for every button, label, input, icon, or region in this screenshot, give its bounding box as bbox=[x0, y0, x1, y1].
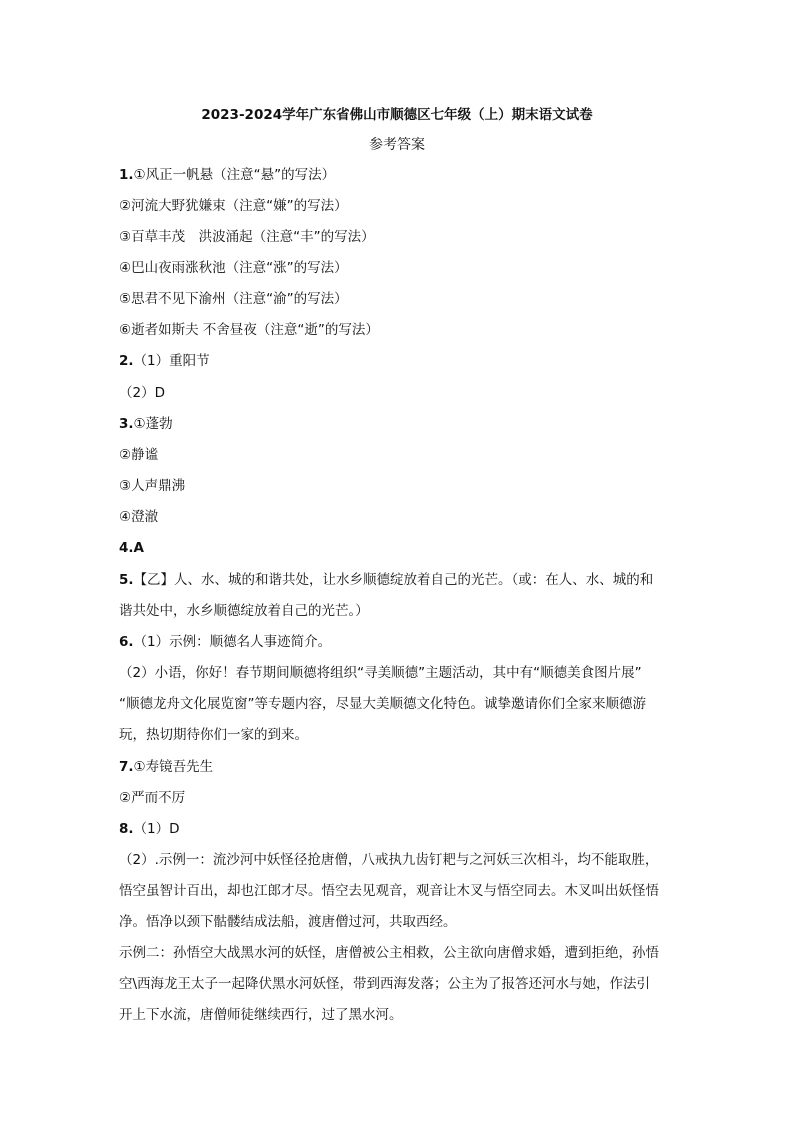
answer-6-line-1 bbox=[119, 633, 331, 651]
answer-3-line-1 bbox=[119, 415, 173, 433]
answer-8-line-1 bbox=[119, 820, 180, 838]
answer-3-line-4: ④澄澈 bbox=[119, 509, 159, 525]
answer-8-line-6: 空\西海龙王太子一起降伏黑水河妖怪，带到西海发落；公主为了报答还河水与她，作法引 bbox=[119, 976, 651, 992]
answer-8-line-3: 悟空虽智计百出，却也江郎才尽。悟空去见观音，观音让木叉与悟空同去。木叉叫出妖怪悟 bbox=[119, 883, 659, 899]
answer-7-line-2: ②严而不厉 bbox=[119, 790, 186, 806]
answer-5-number: 5. bbox=[119, 572, 134, 588]
answer-7-text-a: ①寿镜吾先生 bbox=[133, 759, 214, 775]
answer-1-line-2: ②河流大野犹嫌束（注意“嫌”的写法） bbox=[119, 198, 348, 214]
answer-3-text-a: ①蓬勃 bbox=[133, 416, 173, 432]
answer-1-number: 1. bbox=[119, 167, 134, 183]
answer-6-line-2: （2）小语，你好！春节期间顺德将组织“寻美顺德”主题活动，其中有“顺德美食图片展” bbox=[119, 665, 642, 681]
answer-5-text-a: 【乙】人、水、城的和谐共处，让水乡顺德绽放着自己的光芒。（或：在人、水、城的和 bbox=[133, 572, 654, 588]
answer-2-number: 2. bbox=[119, 353, 134, 369]
answer-2-text-a: （1）重阳节 bbox=[133, 353, 210, 369]
answer-4-line-1: 4.A bbox=[119, 540, 144, 556]
answer-1-line-3: ③百草丰茂 洪波涌起（注意“丰”的写法） bbox=[119, 229, 375, 245]
answer-2-line-1 bbox=[119, 352, 210, 370]
answer-1-line-4: ④巴山夜雨涨秋池（注意“涨”的写法） bbox=[119, 260, 348, 276]
answer-5-line-2: 谐共处中，水乡顺德绽放着自己的光芒。） bbox=[119, 603, 369, 619]
answer-3-line-3: ③人声鼎沸 bbox=[119, 478, 186, 494]
answer-1-text-a: ①风正一帆悬（注意“悬”的写法） bbox=[133, 167, 336, 183]
answer-1-line-6: ⑥逝者如斯夫 不舍昼夜（注意“逝”的写法） bbox=[119, 322, 379, 338]
answer-8-number: 8. bbox=[119, 821, 134, 837]
answer-8-line-4: 净。悟净以颈下骷髅结成法船，渡唐僧过河，共取西经。 bbox=[119, 914, 457, 930]
answer-8-line-5: 示例二：孙悟空大战黑水河的妖怪，唐僧被公主相救，公主欲向唐僧求婚，遭到拒绝，孙悟 bbox=[119, 945, 659, 961]
answer-5-line-1 bbox=[119, 571, 653, 589]
page-title: 2023-2024学年广东省佛山市顺德区七年级（上）期末语文试卷 bbox=[201, 107, 593, 123]
answer-8-text-a: （1）D bbox=[133, 821, 180, 837]
answer-3-line-2: ②静谧 bbox=[119, 447, 159, 463]
answer-1-line-5: ⑤思君不见下渝州（注意“渝”的写法） bbox=[119, 291, 348, 307]
answer-8-line-7: 开上下水流，唐僧师徒继续西行，过了黑水河。 bbox=[119, 1007, 403, 1023]
answer-6-number: 6. bbox=[119, 634, 134, 650]
answer-2-line-2: （2）D bbox=[119, 385, 165, 401]
answer-3-number: 3. bbox=[119, 416, 134, 432]
answer-6-line-3: “顺德龙舟文化展览窗”等专题内容，尽显大美顺德文化特色。诚挚邀请你们全家来顺德游 bbox=[119, 696, 646, 712]
answer-6-line-4: 玩，热切期待你们一家的到来。 bbox=[119, 727, 308, 743]
answer-6-text-a: （1）示例：顺德名人事迹简介。 bbox=[133, 634, 332, 650]
answer-1-line-1 bbox=[119, 166, 335, 184]
answer-7-line-1 bbox=[119, 758, 213, 776]
answer-8-line-2: （2）.示例一：流沙河中妖怪径抢唐僧，八戒执九齿钉耙与之河妖三次相斗，均不能取胜， bbox=[119, 852, 659, 868]
answer-7-number: 7. bbox=[119, 759, 134, 775]
page-subtitle: 参考答案 bbox=[369, 137, 425, 153]
